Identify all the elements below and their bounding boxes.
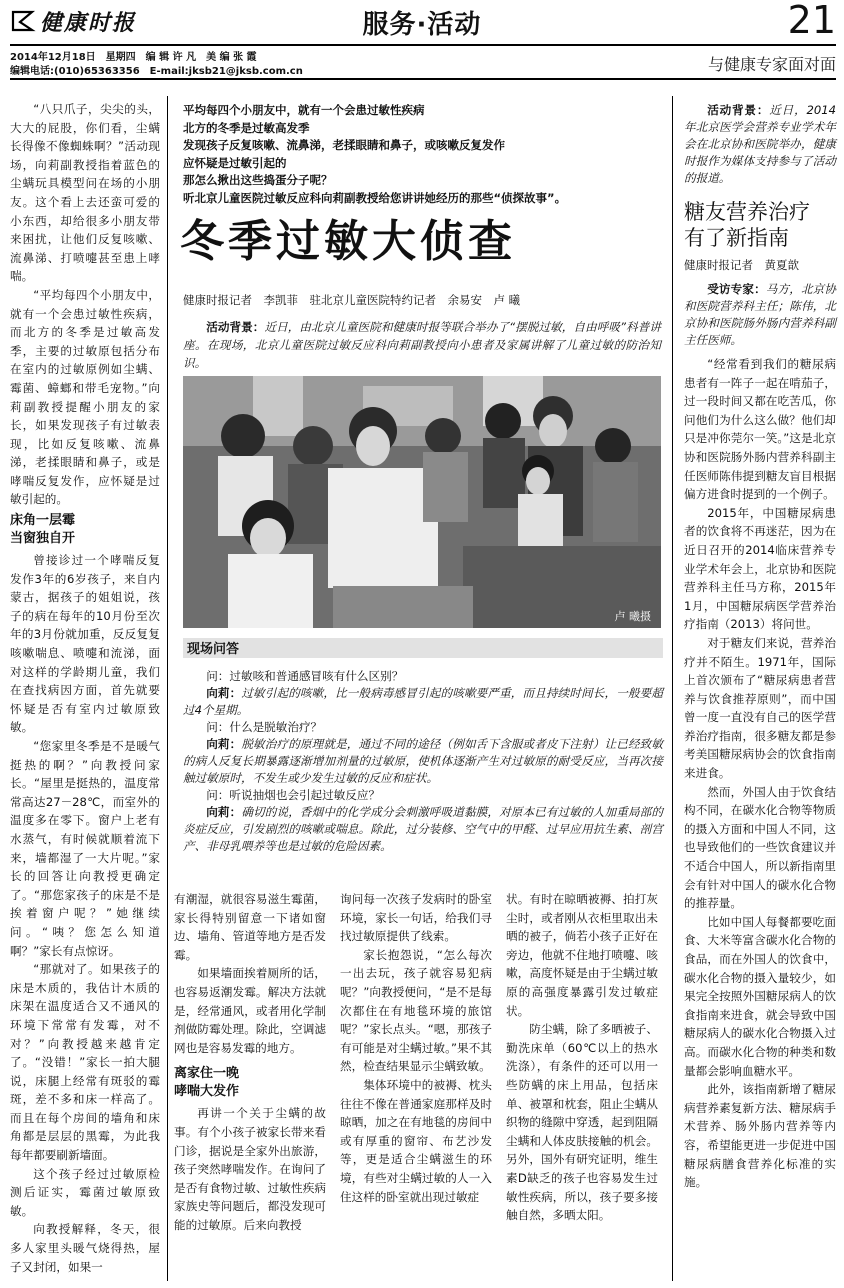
bottom-col-4 [506,890,658,1225]
qa-title-band [183,638,663,658]
right-expert-label: 受访专家： [707,282,766,296]
bottom-col4-para-2: 防尘螨，除了多晒被子、勤洗床单（60℃以上的热水洗涤），有条件的还可以用一些防螨的床上用品，包括床单、被罩和枕套，阻止尘螨从织物的缝隙中穿透，起到阻隔尘螨和人体皮肤接触的机会。另外，国外有研究证明，维生素D缺乏的孩子也容易发生过敏性疾病，所以，孩子要多接触自然，多晒太阳。 [506,1022,658,1223]
left-para-3: 曾接诊过一个哮喘反复发作3年的6岁孩子，来自内蒙古，据孩子的姐姐说，孩子的病在每年的10月份至次年的3月份就加重，反反复复咳嗽喘息、喷嚏和流涕，面对这样的学龄期儿童，我们在查找病因方面，首先就要怀疑是否有室内过敏原致敏。 [10,553,160,735]
left-para-6: 这个孩子经过过敏原检测后证实，霉菌过敏原致敏。 [10,1166,160,1218]
right-headline: 糖友营养治疗 有了新指南 [684,200,810,250]
intro-line: 发现孩子反复咳嗽、流鼻涕，老揉眼睛和鼻子，或咳嗽反复发作 [183,138,505,152]
qa-answer-label: 向莉： [206,737,242,751]
right-para-1: “经常看到我们的糖尿病患者有一阵子一起在啃茄子，过一段时间又都在吃苦瓜，你问他们为什么这么做？他们却只是冲你莞尔一笑。”这是北京协和医院肠外肠内营养科副主任医师陈伟提到糖友盲目根据偏方进食时提到的一个例子。 [684,357,836,502]
section-title: 服务·活动 [362,10,482,40]
qa-question: 问：过敏咳和普通感冒咳有什么区别？ [206,669,404,683]
right-para-2: 2015年，中国糖尿病患者的饮食将不再迷茫，因为在近日召开的2014临床营养专业学术年会上，北京协和医院营养科主任马方称，2015年1月，中国糖尿病医学营养治疗指南（2013）将问世。 [684,505,836,632]
intro-line: 北方的冬季是过敏高发季 [183,120,310,135]
intro-line: 应怀疑是过敏引起的 [183,155,287,170]
qa-title: 现场问答 [187,642,240,657]
intro-line: 听北京儿童医院过敏反应科向莉副教授给您讲讲她经历的那些“侦探故事”。 [183,190,567,205]
qa-answer: 向莉：脱敏治疗的原理就是，通过不同的途径（例如舌下含服或者皮下注射）让已经致敏的病人反复长期暴露逐渐增加剂量的过敏原，使机体逐渐产生对过敏原的耐受反应，当再次接触过敏原时，不发生或少发生过敏的反应和症状。 [183,737,663,785]
right-activity-label: 活动背景： [707,103,770,117]
photo-credit: 卢 曦摄 [614,610,651,623]
right-expert-note: 受访专家：马方，北京协和医院营养科主任；陈伟，北京协和医院肠外肠内营养科副主任医师。 [684,282,836,347]
right-para-5: 比如中国人每餐都要吃面食、大米等富含碳水化合物的食品，而在外国人的饮食中，碳水化合物的摄入量较少，如果完全按照外国糖尿病人的饮食指南来进食，就会导致中国糖尿病人的碳水化合物摄入过高。而碳水化合物的种类和数量都会影响血糖水平。 [684,914,836,1078]
right-byline: 健康时报记者 黄夏歆 [684,258,799,272]
bottom-col4-para-1: 状。有时在晾晒被褥、拍打灰尘时，或者刚从衣柜里取出未晒的被子，倘若小孩子正好在旁边，他就不住地打喷嚏、咳嗽，高度怀疑是由于尘螨过敏原的高强度暴露引发过敏症状。 [506,892,658,1018]
bottom-col2-para-2: 如果墙面挨着厕所的话，也容易返潮发霉。解决方法就是，经常通风，或者用化学制剂做防霉处理。除此，空调滤网也是容易发霉的地方。 [174,966,326,1055]
masthead-rule-top [10,44,836,46]
headline: 冬季过敏大侦查 [180,216,516,267]
left-para-4: “您家里冬季是不是暖气挺热的啊？”向教授问家长。“屋里是挺热的，温度常常高达27－28℃，而室外的温度多在零下。窗户上老有水蒸气，有时候就顺着流下来，墙都湿了一大片呢。”家长的回答让向教授更确定了。“那您家孩子的床是不是挨着窗户呢？”她继续问。“咦？您怎么知道啊？”家长有点惊讶。 [10,739,160,958]
left-para-2: “平均每四个小朋友中，就有一个会患过敏性疾病，而北方的冬季是过敏高发季，主要的过敏原包括分布在室内的过敏原例如尘螨、霉菌、蟑螂和带毛宠物。”向莉副教授提醒小朋友的家长，如果发现孩子有过敏表现，比如反复咳嗽、流鼻涕，老揉眼睛和鼻子，或是哮喘反复发作，应怀疑是过敏引起的。 [10,287,160,507]
byline: 健康时报记者 李凯菲 驻北京儿童医院特约记者 余易安 卢 曦 [183,293,521,307]
qa-question: 问：听说抽烟也会引起过敏反应？ [206,788,381,802]
left-para-5: “那就对了。如果孩子的床是木质的，我估计木质的床架在温度适合又不通风的环境下常常有发霉，对不对？”向教授越来越肯定了。“没错！”家长一拍大腿说，床腿上经常有斑驳的霉斑，差不多和床一样高了。而且在每个房间的墙角和床角都是层层的黑霉，为此我每年都要刷新墙面。 [10,962,160,1163]
bottom-col3-para-1: 询问每一次孩子发病时的卧室环境，家长一句话，给我们寻找过敏原提供了线索。 [340,892,492,944]
right-para-3: 对于糖友们来说，营养治疗并不陌生。1971年，国际上首次颁布了“糖尿病患者营养与饮食推荐原则”，而中国曾一度一直没有自己的医学营养治疗指南，很多糖友都是参考美国糖尿病协会的饮食指南来进食。 [684,635,836,781]
right-para-6: 此外，该指南新增了糖尿病营养素复新方法、糖尿病手术营养、肠外肠内营养等内容，希望能更进一步促进中国糖尿病膳食营养化标准的实施。 [684,1082,836,1190]
right-activity-note: 活动背景：近日，2014年北京医学会营养专业学术年会在北京协和医院举办，健康时报作为媒体支持参与了活动的报道。 [684,103,836,185]
date-line: 2014年12月18日 星期四 编 辑 许 凡 美 编 张 霞 [10,52,257,63]
right-column-rule [672,96,673,1281]
page-number: 21 [787,0,836,42]
masthead-rule-bottom [10,78,836,80]
slogan: 与健康专家面对面 [707,55,836,74]
left-column-rule [167,96,168,1281]
left-para-7: 向教授解释，冬天，很多人家里头暖气烧得热，屋子又封闭，如果一 [10,1222,160,1274]
masthead [0,0,844,80]
contact-line: 编辑电话:(010)65363356 E-mail:jksb21@jksb.com.cn [10,66,303,77]
left-subhead: 床角一层霉 当窗独自开 [10,513,76,547]
event-photo [183,376,661,628]
event-photo-illustration [183,376,661,628]
logo [10,6,160,38]
left-para-1: “八只爪子，尖尖的头，大大的屁股，你们看，尘螨长得像不像蜘蛛啊？”活动现场，向莉副教授指着蓝色的尘螨玩具模型问在场的小朋友。这个看上去还蛮可爱的小东西，却给很多小朋友带来困扰，让他们反复咳嗽、流鼻涕、打喷嚏甚至患上哮喘。 [10,102,160,284]
bottom-col-3 [340,890,492,1206]
right-column [684,102,836,1192]
intro-block [183,102,663,207]
logo-text: 健康时报 [40,10,137,36]
bottom-subhead: 离家住一晚 哮喘大发作 [174,1066,240,1100]
bottom-col-2 [174,890,326,1235]
qa-answer-label: 向莉： [206,805,242,819]
bottom-col2-para-1: 有潮湿，就很容易滋生霉菌，家长得特别留意一下诸如窗边、墙角、管道等地方是否发霉。 [174,892,326,962]
qa-answer: 向莉：过敏引起的咳嗽，比一般病毒感冒引起的咳嗽要严重，而且持续时间长，一般要超过4个星期。 [183,686,663,717]
background-text: 近日，由北京儿童医院和健康时报等联合举办了“摆脱过敏，自由呼吸”科普讲座。在现场，北京儿童医院过敏反应科向莉副教授向小患者及家属讲解了儿童过敏的防治知识。 [183,320,661,370]
logo-mark-icon [10,8,36,34]
qa-answer: 向莉：确切的说，香烟中的化学成分会刺激呼吸道黏膜，对原本已有过敏的人加重局部的炎症反应，引发剧烈的咳嗽或喘息。除此，过分装修、空气中的甲醛、过早应用抗生素、剖宫产、非母乳喂养等也是过敏的危险因素。 [183,805,663,853]
right-para-4: 然而，外国人由于饮食结构不同，在碳水化合物等物质的摄入方面和中国人不同，这也导致他们的一些饮食建议并不适合中国人，所以新指南里会有针对中国人的碳水化合物的推荐量。 [684,784,836,911]
bottom-col3-para-3: 集体环境中的被褥、枕头往往不像在普通家庭那样及时晾晒，加之在有地毯的房间中或有厚重的窗帘、布艺沙发等，更是适合尘螨滋生的环境，有些对尘螨过敏的人一入住这样的卧室就出现过敏症 [340,1077,492,1204]
left-column [10,100,160,1276]
qa-section [183,638,663,855]
background-label: 活动背景： [206,320,265,334]
bottom-col2-para-3: 再讲一个关于尘螨的故事。有个小孩子被家长带来看门诊，据说是全家外出旅游，孩子突然哮喘发作。在询问了是否有食物过敏、过敏性疾病家族史等问题后，都没发现可能的过敏原。后来向教授 [174,1106,326,1232]
intro-line: 平均每四个小朋友中，就有一个会患过敏性疾病 [183,103,425,117]
bottom-col3-para-2: 家长抱怨说，“怎么每次一出去玩，孩子就容易犯病呢？”向教授便问，“是不是每次都住在有地毯环境的旅馆呢？”家长点头。“嗯，那孩子有可能是对尘螨过敏。”果不其然，检查结果显示尘螨致敏。 [340,947,492,1074]
qa-question: 问：什么是脱敏治疗？ [206,720,323,734]
intro-line: 那怎么揪出这些捣蛋分子呢？ [183,173,333,187]
qa-answer-label: 向莉： [206,686,242,700]
background-note [183,318,661,372]
